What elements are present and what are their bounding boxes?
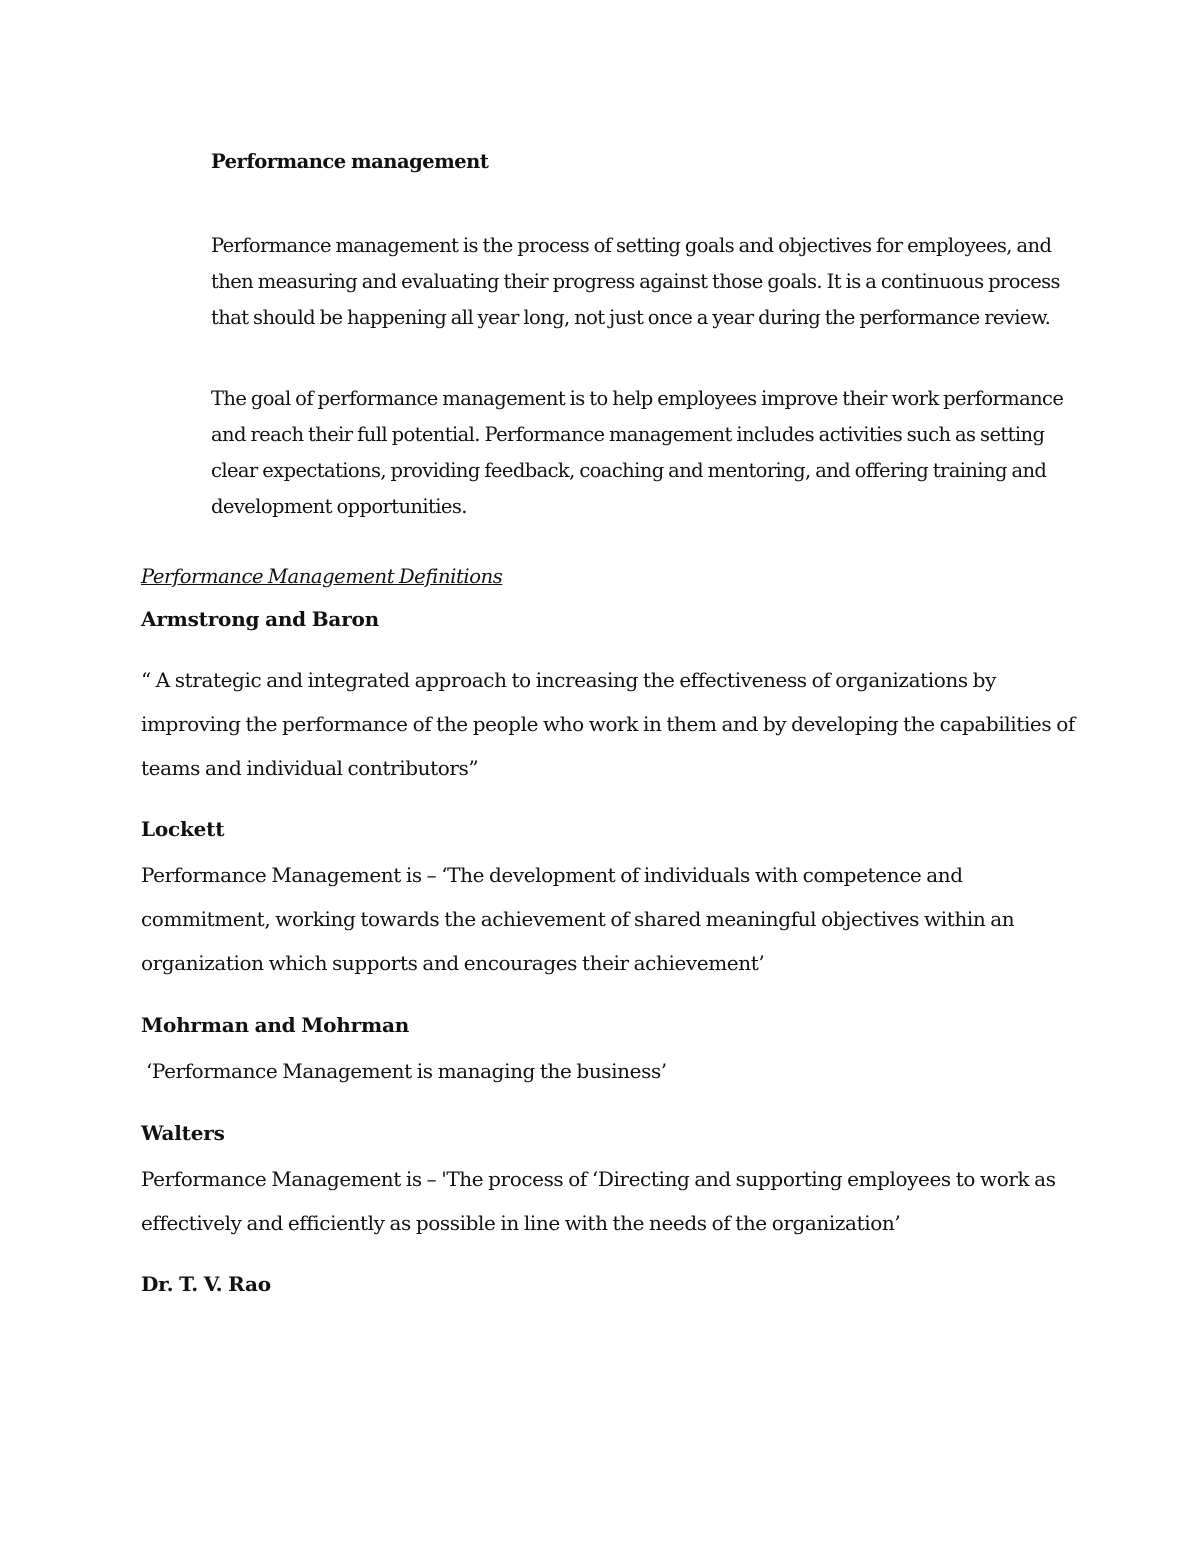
definition-author-walters: Walters [141,1121,225,1145]
document-title: Performance management [211,150,489,173]
definition-text-armstrong-baron: “ A strategic and integrated approach to increasing the effectiveness of organizations by improving the performance of the people who work in them and by developing the capabilities of teams and individual contributors” [141,668,1075,780]
definition-text-lockett: Performance Management is – ‘The development of individuals with competence and commitment, working towards the achievement of shared meaningful objectives within an organization which supports and encourages their achievement’ [141,863,1015,975]
intro-paragraph-1: Performance management is the process of setting goals and objectives for employees, and then measuring and evaluating their progress against those goals. It is a continuous process that should be happening all year long, not just once a year during the performance review. [211,234,1060,329]
intro-paragraph-2: The goal of performance management is to help employees improve their work performance and reach their full potential. Performance management includes activities such as setting clear expectations, providing feedback, coaching and mentoring, and offering training and development opportunities. [211,387,1064,518]
definition-author-rao: Dr. T. V. Rao [141,1272,271,1296]
definition-author-lockett: Lockett [141,817,225,841]
definition-text-mohrman: ‘Performance Management is managing the business’ [141,1059,667,1083]
definition-text-walters: Performance Management is – 'The process of ‘Directing and supporting employees to work as effectively and efficiently as possible in line with the needs of the organization’ [141,1167,1056,1235]
definitions-heading: Performance Management Definitions [141,565,503,588]
definition-author-armstrong-baron: Armstrong and Baron [141,607,380,631]
definition-author-mohrman: Mohrman and Mohrman [141,1013,410,1037]
